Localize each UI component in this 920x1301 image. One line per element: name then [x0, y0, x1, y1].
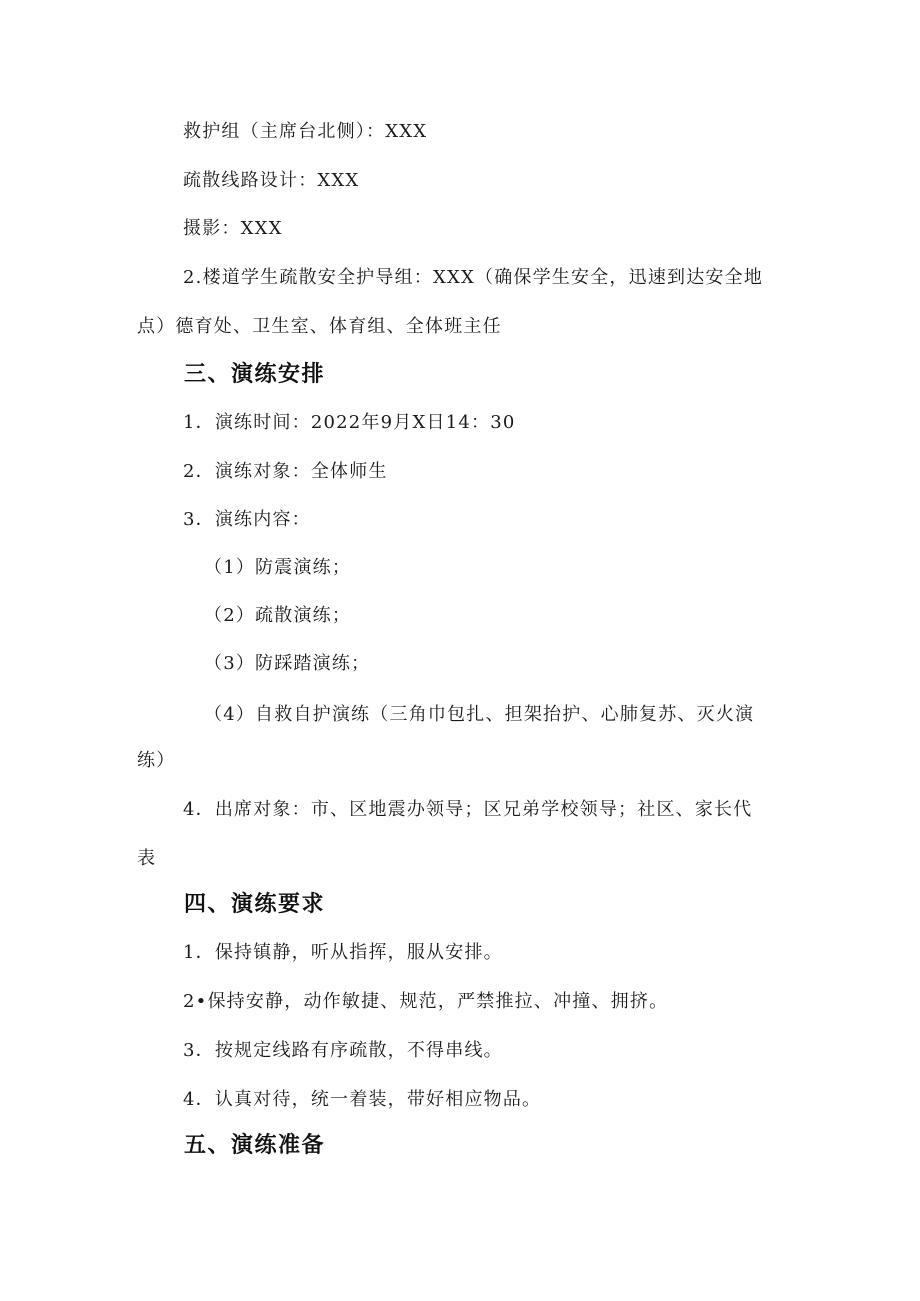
drill-content-item-2: （2）疏散演练； — [204, 605, 352, 626]
drill-content-item-4: （4）自救自护演练（三角巾包扎、担架抬护、心肺复苏、灭火演 — [204, 704, 755, 725]
drill-content-line: 3．演练内容： — [183, 509, 311, 530]
drill-time-line: 1．演练时间：2022年9月X日14：30 — [183, 412, 516, 433]
requirement-3: 3．按规定线路有序疏散，不得串线。 — [183, 1040, 503, 1061]
rescue-group-line: 救护组（主席台北侧）：XXX — [183, 121, 428, 142]
requirement-1: 1．保持镇静，听从指挥，服从安排。 — [183, 942, 503, 963]
corridor-guide-line: 2.楼道学生疏散安全护导组：XXX（确保学生安全，迅速到达安全地 — [183, 267, 764, 288]
section-4-heading: 四、演练要求 — [184, 892, 326, 917]
corridor-guide-line-continued: 点）德育处、卫生室、体育组、全体班主任 — [137, 316, 502, 337]
attendees-line-continued: 表 — [137, 848, 157, 869]
photography-line: 摄影：XXX — [183, 218, 283, 239]
drill-content-item-1: （1）防震演练； — [204, 557, 352, 578]
section-5-heading: 五、演练准备 — [184, 1133, 326, 1158]
requirement-4: 4．认真对待，统一着装，带好相应物品。 — [183, 1089, 542, 1110]
section-3-heading: 三、演练安排 — [184, 362, 326, 387]
drill-target-line: 2．演练对象：全体师生 — [183, 461, 388, 482]
drill-content-item-4-continued: 练） — [137, 750, 176, 771]
attendees-line: 4．出席对象：市、区地震办领导；区兄弟学校领导；社区、家长代 — [183, 799, 753, 820]
requirement-2: 2•保持安静，动作敏捷、规范，严禁推拉、冲撞、拥挤。 — [183, 991, 669, 1012]
route-design-line: 疏散线路设计：XXX — [183, 170, 360, 191]
drill-content-item-3: （3）防踩踏演练； — [204, 653, 371, 674]
